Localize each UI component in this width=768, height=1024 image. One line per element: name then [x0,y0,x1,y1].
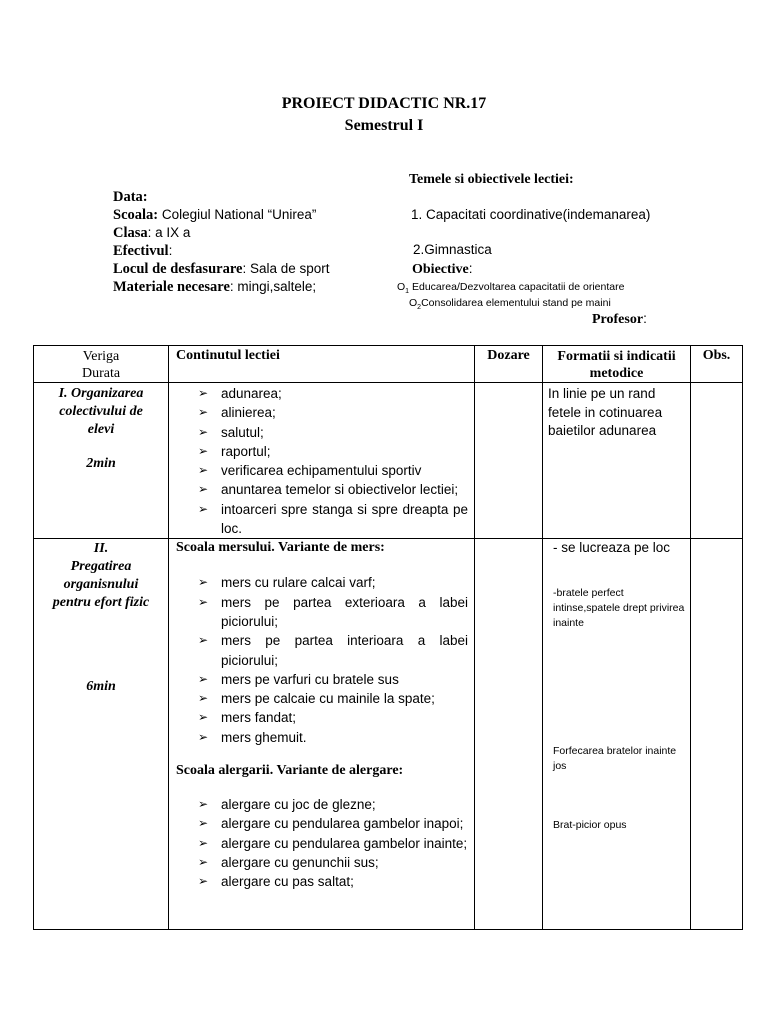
list-item [169,461,474,480]
list-item-text: alergare cu pendularea gambelor inapoi; [221,816,464,832]
list-item [169,834,474,853]
bullet-arrow-icon: ➢ [198,594,209,609]
table-row [34,383,743,539]
scoala-label: Scoala: [113,207,159,223]
objective-colon: : [468,261,473,276]
list-item-text: mers pe varfuri cu bratele sus [221,671,399,687]
row2-note-1: - se lucreaza pe loc [553,540,671,556]
list-item-text: alergare cu pas saltat; [221,874,354,890]
o1-prefix: O [397,281,406,293]
row2-veriga-line-1: II. [93,541,109,557]
list-item [169,442,474,461]
data-field [113,189,148,206]
list-item [169,631,474,670]
profesor-label: Profesor [592,312,644,327]
list-item-text: alergare cu joc de glezne; [221,797,376,813]
materiale-value: : mingi,saltele; [229,279,317,294]
list-item-text: verificarea echipamentului sportiv [221,463,422,479]
row1-veriga-line-1: I. Organizarea [58,386,144,401]
section-walking-title: Scoala mersului. Variante de mers: [176,540,385,556]
running-item-list [169,795,474,891]
list-item [169,708,474,727]
bullet-arrow-icon: ➢ [198,835,209,850]
bullet-arrow-icon: ➢ [198,729,209,744]
list-item [169,403,474,422]
o2-text: Consolidarea elementului stand pe maini [421,297,611,309]
objective-1 [397,281,624,295]
objective-2 [409,297,611,311]
bullet-arrow-icon: ➢ [198,482,209,497]
header-continut: Continutul lectiei [169,346,475,383]
scoala-value: Colegiul National “Unirea” [158,207,317,222]
list-item [169,480,474,499]
materiale-field [113,279,316,296]
list-item [169,689,474,708]
lesson-table [33,345,743,930]
materiale-label: Materiale necesare [113,279,230,295]
row2-content-cell [169,539,475,930]
bullet-arrow-icon: ➢ [198,671,209,686]
walking-item-list [169,573,474,747]
header-veriga [34,346,169,383]
bullet-arrow-icon: ➢ [198,463,209,478]
row2-duration: 6min [86,679,116,695]
bullet-arrow-icon: ➢ [198,424,209,439]
list-item [169,573,474,592]
row2-veriga-line-3: organisnului [63,577,139,593]
bullet-arrow-icon: ➢ [198,633,209,648]
o1-sub: 1 [405,288,410,296]
header-durata-label: Durata [81,366,121,381]
header-obs: Obs. [691,346,743,383]
list-item [169,795,474,814]
bullet-arrow-icon: ➢ [198,501,209,516]
theme-1: 1. Capacitati coordinative(indemanarea) [411,207,651,222]
document-subtitle: Semestrul I [344,117,424,134]
row1-obs-cell [691,383,743,539]
themes-heading: Temele si obiectivele lectiei: [409,172,574,187]
scoala-field [113,207,316,224]
row1-formation-text: In linie pe un rand fetele in cotinuarea baietilor adunarea [548,386,663,438]
efectivul-label: Efectivul [113,243,169,259]
list-item [169,728,474,747]
bullet-arrow-icon: ➢ [198,443,209,458]
bullet-arrow-icon: ➢ [198,710,209,725]
row2-note-2: -bratele perfect intinse,spatele drept privirea inainte [553,587,685,630]
o2-sub: 2 [417,304,422,312]
list-item [169,500,474,539]
efectivul-value: : [168,243,173,258]
list-item-text: mers fandat; [221,710,297,726]
table-row [34,539,743,930]
section-running-title: Scoala alergarii. Variante de alergare: [176,763,404,779]
list-item-text: adunarea; [221,386,282,401]
o2-prefix: O [409,297,418,309]
profesor-field [592,311,647,328]
header-formatii [543,346,691,383]
row2-note-4: Brat-picior opus [553,819,627,832]
objective-label: Obiective [412,262,469,277]
data-label: Data: [113,189,148,205]
list-item-text: raportul; [221,443,271,459]
list-item [169,853,474,872]
bullet-arrow-icon: ➢ [198,405,209,420]
clasa-label: Clasa [113,225,148,241]
list-item [169,593,474,632]
list-item-text: mers ghemuit. [221,729,307,745]
profesor-colon: : [643,311,647,326]
row2-formation-cell [543,539,691,930]
header-formatii-label-1: Formatii si indicatii [557,349,676,364]
row2-veriga-line-2: Pregatirea [70,559,132,575]
locul-label: Locul de desfasurare [113,261,243,277]
row1-veriga-cell [34,383,169,539]
list-item-text: mers pe partea interioara a labei piciorului; [221,633,468,668]
list-item [169,872,474,891]
bullet-arrow-icon: ➢ [198,797,209,812]
row1-veriga-line-3: elevi [87,422,115,437]
locul-field [113,261,330,278]
document-title: PROIECT DIDACTIC NR.17 [281,95,487,112]
row2-note-3: Forfecarea bratelor inainte jos [553,745,677,773]
list-item-text: alinierea; [221,405,276,421]
header-formatii-label-2: metodice [589,366,644,381]
theme-2: 2.Gimnastica [413,242,492,257]
bullet-arrow-icon: ➢ [198,386,209,400]
row2-obs-cell [691,539,743,930]
list-item [169,814,474,833]
list-item-text: mers cu rulare calcai varf; [221,575,376,591]
row1-dozare-cell [475,383,543,539]
bullet-arrow-icon: ➢ [198,854,209,869]
list-item [169,384,474,403]
row2-veriga-cell [34,539,169,930]
header-veriga-label: Veriga [82,349,120,364]
clasa-value: : a IX a [147,225,191,240]
bullet-arrow-icon: ➢ [198,874,209,889]
list-item-text: intoarceri spre stanga si spre dreapta pe loc. [221,501,468,537]
bullet-arrow-icon: ➢ [198,575,209,590]
header-dozare: Dozare [475,346,543,383]
row2-dozare-cell [475,539,543,930]
row1-veriga-line-2: colectivului de [59,404,143,419]
table-header-row [34,346,743,383]
list-item-text: mers pe calcaie cu mainile la spate; [221,691,435,707]
clasa-field [113,225,190,242]
row1-duration: 2min [86,456,116,471]
list-item-text: anuntarea temelor si obiectivelor lectiei; [221,482,459,498]
list-item-text: mers pe partea exterioara a labei piciorului; [221,594,468,629]
row1-formation-cell [543,383,691,539]
list-item-text: alergare cu genunchii sus; [221,854,379,870]
bullet-arrow-icon: ➢ [198,816,209,831]
efectivul-field [113,243,172,260]
list-item-text: alergare cu pendularea gambelor inainte; [221,835,468,851]
objective-field [412,261,473,278]
locul-value: : Sala de sport [242,261,330,276]
list-item-text: salutul; [221,424,264,440]
row1-item-list [169,384,474,538]
bullet-arrow-icon: ➢ [198,691,209,706]
list-item [169,423,474,442]
row1-content-cell [169,383,475,539]
o1-text: Educarea/Dezvoltarea capacitatii de orientare [409,281,625,293]
list-item [169,670,474,689]
row2-veriga-line-4: pentru efort fizic [52,595,150,611]
